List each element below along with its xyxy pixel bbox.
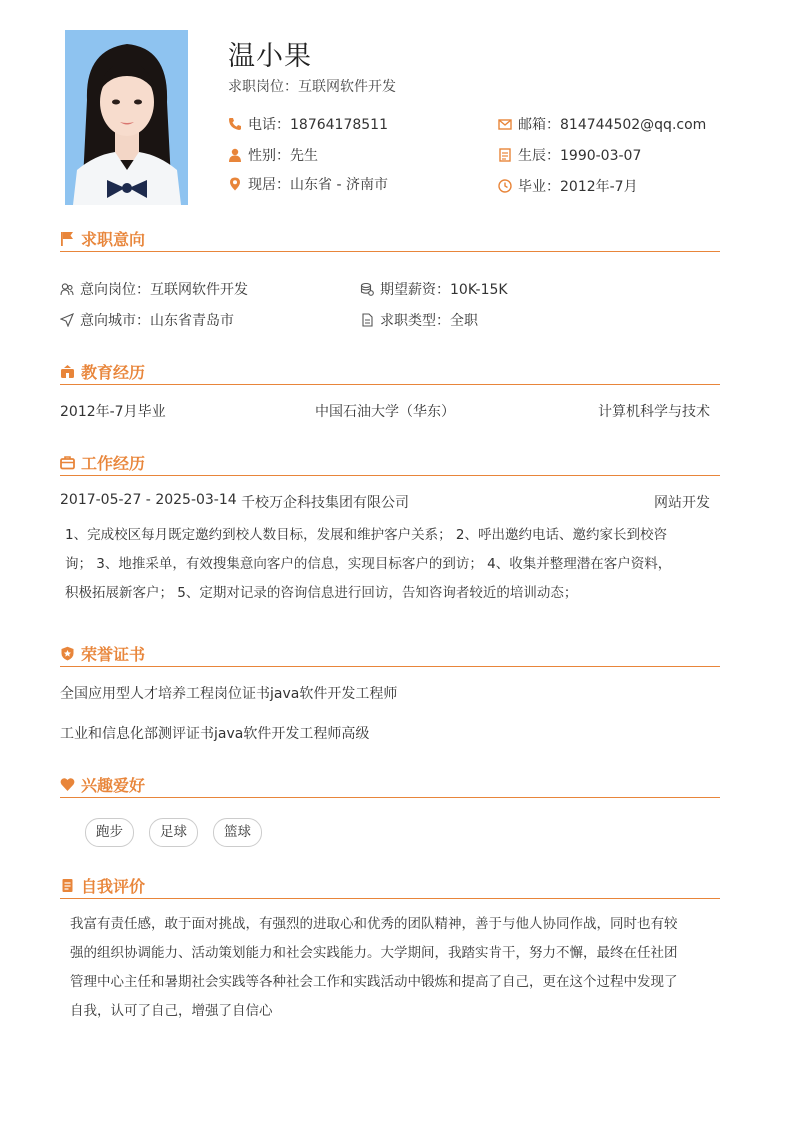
address-info [228,174,388,194]
intention-type [360,310,478,330]
work-line: 积极拓展新客户； 5、定期对记录的咨询信息进行回访，告知咨询者较近的培训动态； [65,585,578,601]
document-icon [360,313,374,327]
education-major: 计算机科学与技术 [598,404,710,420]
work-line: 1、完成校区每月既定邀约到校人数目标，发展和维护客户关系； 2、呼出邀约电话、邀约家长到校咨 [65,527,667,543]
intention-salary [360,279,508,299]
users-icon [60,282,74,296]
intention-city [60,310,234,330]
location-icon [228,177,242,191]
work-company: 千校万企科技集团有限公司 [241,495,409,511]
section-self-eval-title: 自我评价 [81,876,146,896]
section-hobbies-header [60,771,720,798]
clock-icon [498,179,512,193]
section-intention-header [60,225,720,252]
heart-icon [60,777,75,792]
section-self-eval-header [60,872,720,899]
briefcase-icon [60,455,75,470]
phone-text: 电话：18764178511 [248,117,388,133]
graduation-text: 毕业：2012年-7月 [518,179,638,195]
calendar-icon [498,148,512,162]
gender-text: 性别：先生 [248,148,318,164]
work-line: 询； 3、地推采单，有效搜集意向客户的信息，实现目标客户的到访； 4、收集并整理潜在客户资料， [65,556,672,572]
hobby-tag: 跑步 [85,818,134,847]
graduation-info [498,176,638,196]
intention-type-text: 求职类型：全职 [380,313,478,329]
flag-icon [60,231,75,246]
phone-icon [228,117,242,131]
email-info [498,114,706,134]
person-icon [228,148,242,162]
job-target-value: 互联网软件开发 [298,79,396,95]
self-eval-line: 管理中心主任和暑期社会实践等各种社会工作和实践活动中锻炼和提高了自己，更在这个过程中发现了 [70,974,678,990]
section-education-header [60,358,720,385]
self-eval-line: 强的组织协调能力、活动策划能力和社会实践能力。大学期间，我踏实肯干，努力不懈，最终在任社团 [70,945,678,961]
section-work-title: 工作经历 [81,453,146,473]
job-target [228,76,396,96]
section-hobbies-title: 兴趣爱好 [81,775,146,795]
birthday-text: 生辰：1990-03-07 [518,148,642,164]
honor-item: 工业和信息化部测评证书java软件开发工程师高级 [60,726,370,742]
work-date: 2017-05-27 - 2025-03-14 [60,492,237,508]
honor-item: 全国应用型人才培养工程岗位证书java软件开发工程师 [60,686,398,702]
shield-icon [60,646,75,661]
section-intention-title: 求职意向 [81,229,146,249]
mail-icon [498,117,512,131]
work-role: 网站开发 [654,495,710,511]
notes-icon [60,878,75,893]
hobby-tag: 足球 [149,818,198,847]
education-date: 2012年-7月毕业 [60,404,166,420]
hobby-tag: 篮球 [213,818,262,847]
section-education-title: 教育经历 [81,362,146,382]
section-work-header [60,449,720,476]
send-icon [60,313,74,327]
candidate-name: 温小果 [228,41,312,72]
intention-position [60,279,248,299]
phone-info [228,114,388,134]
profile-photo [65,30,188,205]
email-text: 邮箱：814744502@qq.com [518,117,707,133]
intention-salary-text: 期望薪资：10K-15K [380,282,508,298]
address-text: 现居：山东省 - 济南市 [248,177,388,193]
school-icon [60,364,75,379]
hobby-tags [85,818,262,847]
section-honors-header [60,640,720,667]
self-eval-line: 自我，认可了自己，增强了自信心 [70,1003,273,1019]
education-school: 中国石油大学（华东） [315,404,455,420]
intention-city-text: 意向城市：山东省青岛市 [80,313,234,329]
self-eval-text [70,910,678,1026]
coins-icon [360,282,374,296]
birthday-info [498,145,641,165]
job-target-label: 求职岗位： [228,79,298,95]
self-eval-line: 我富有责任感，敢于面对挑战，有强烈的进取心和优秀的团队精神，善于与他人协同作战，同时也有较 [70,916,678,932]
work-description [65,521,671,608]
section-honors-title: 荣誉证书 [81,644,146,664]
gender-info [228,145,318,165]
intention-position-text: 意向岗位：互联网软件开发 [80,282,248,298]
